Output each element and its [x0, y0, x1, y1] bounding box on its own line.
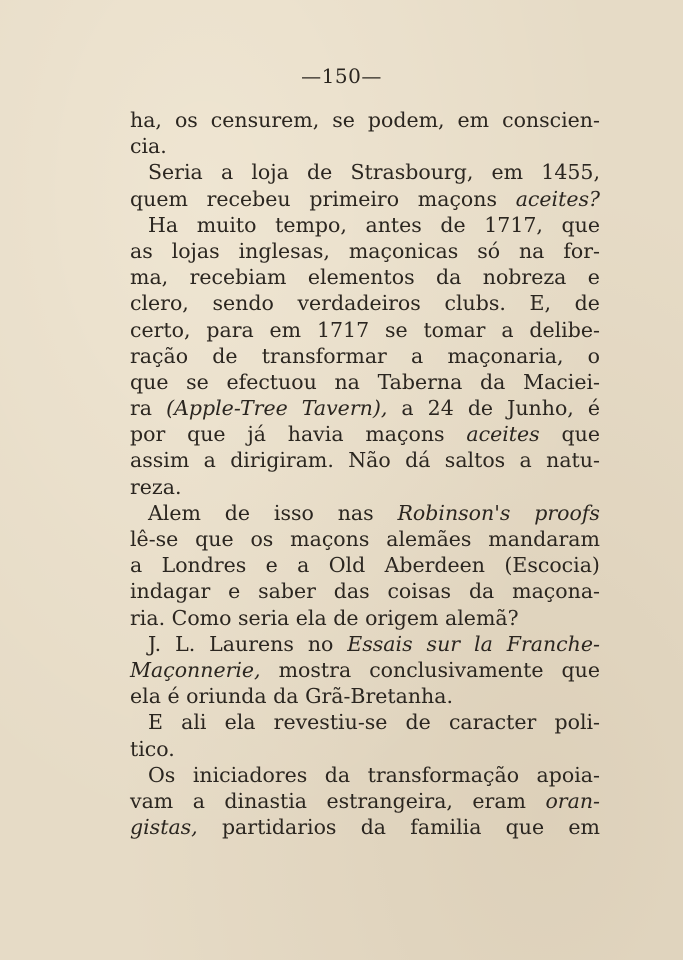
word: dirigiram. [230, 448, 334, 473]
text-line [130, 814, 600, 840]
word: partidarios [221, 815, 337, 840]
text-line [130, 762, 600, 788]
word: na [334, 369, 360, 394]
word: 1717 [316, 317, 370, 342]
word: apoia- [536, 762, 600, 787]
word: isso [273, 500, 314, 525]
word: em [568, 815, 600, 840]
word: a [220, 160, 234, 185]
word: de [307, 160, 333, 185]
word: assim [130, 448, 190, 473]
word: for- [563, 238, 600, 263]
word: 24 [427, 396, 454, 421]
word: só [477, 238, 501, 263]
word: e [265, 553, 278, 578]
word: E, [529, 291, 552, 316]
word: a [297, 553, 310, 578]
word: maçona- [512, 579, 600, 604]
word: muito [196, 212, 257, 237]
word: a [519, 448, 532, 473]
word: dá [405, 448, 431, 473]
word: da [468, 579, 495, 604]
word: Ha [148, 212, 179, 237]
text-line [130, 290, 600, 316]
word: que [195, 527, 234, 551]
word: Os [148, 762, 176, 787]
word: ração [130, 343, 189, 368]
word: que [505, 815, 545, 840]
word: caracter [448, 710, 537, 735]
text-line [130, 317, 600, 343]
page-number: —150— [301, 64, 382, 88]
word: delibe- [529, 317, 600, 342]
word: na [518, 238, 545, 263]
word: aceites? [515, 186, 600, 211]
text-line [130, 631, 600, 657]
word: de [467, 396, 494, 421]
word: iniciadores [192, 762, 308, 787]
word: e [587, 265, 600, 290]
word: da [273, 684, 299, 709]
word: ha, [130, 108, 162, 132]
word: podem, [367, 108, 445, 132]
word: maçons [417, 186, 497, 211]
word: clero, [130, 291, 189, 316]
word: quem [130, 186, 188, 211]
word: a [130, 553, 143, 578]
word: Laurens [209, 631, 294, 656]
text-line [130, 343, 600, 369]
word: ria. [130, 605, 166, 630]
word: eram [472, 788, 526, 813]
text-line [130, 605, 600, 631]
word: E [148, 710, 163, 735]
word: primeiro [309, 186, 400, 211]
word: elementos [307, 265, 415, 290]
word: Old [328, 553, 366, 578]
word: cia. [130, 134, 167, 159]
word: se [332, 108, 355, 132]
word: para [206, 317, 254, 342]
word: saltos [444, 448, 506, 473]
word: efectuou [226, 369, 317, 394]
word: em [491, 160, 524, 185]
word: maçonicas [348, 238, 459, 263]
word: revestiu-se [273, 710, 388, 735]
word: aceites [466, 422, 540, 447]
word: os [174, 108, 198, 132]
word: que [130, 369, 169, 394]
text-line [130, 526, 600, 552]
word: mostra [278, 657, 352, 682]
word: proofs [534, 500, 600, 525]
word: e [228, 579, 241, 604]
word: Seria [148, 160, 203, 185]
word: é [167, 684, 180, 709]
text-line [130, 159, 600, 185]
word: Strasbourg, [350, 160, 474, 185]
body-text [130, 107, 600, 840]
word: gistas, [130, 815, 198, 840]
text-line [130, 683, 600, 709]
text-line [130, 500, 600, 526]
word: é [587, 396, 600, 421]
word: da [360, 815, 387, 840]
word: inglesas, [238, 238, 330, 263]
word: ela [130, 684, 161, 709]
word: 1455, [541, 160, 600, 185]
word: Londres [161, 553, 247, 578]
word: transformar [261, 343, 387, 368]
word: havia [287, 422, 344, 447]
word: por [130, 422, 166, 447]
word: nobreza [482, 265, 567, 290]
word: L. [175, 631, 196, 656]
word: conscien- [502, 108, 600, 132]
word: alemães [386, 527, 472, 551]
word: sur [426, 631, 461, 656]
word: J. [148, 631, 162, 656]
word: ra [130, 396, 153, 421]
text-line [130, 447, 600, 473]
word: Tavern), [301, 396, 388, 421]
text-line [130, 186, 600, 212]
text-line [130, 736, 600, 762]
word: ma, [130, 265, 169, 290]
text-line [130, 264, 600, 290]
word: censurem, [210, 108, 320, 132]
word: coisas [387, 579, 452, 604]
word: indagar [130, 579, 211, 604]
word: maçons [365, 422, 445, 447]
word: se [186, 369, 209, 394]
word: estrangeira, [326, 788, 453, 813]
word: sendo [212, 291, 274, 316]
text-line [130, 395, 600, 421]
word: oriunda [186, 684, 267, 709]
word: Taberna [377, 369, 463, 394]
text-line [130, 788, 600, 814]
word: natu- [546, 448, 600, 473]
word: o [587, 343, 600, 368]
word: maçons [290, 527, 370, 551]
word: seria [238, 605, 290, 630]
word: de [333, 605, 359, 630]
word: que [561, 212, 600, 237]
word: ela [224, 710, 256, 735]
text-line [130, 421, 600, 447]
word: tomar [423, 317, 486, 342]
word: recebeu [206, 186, 291, 211]
word: da [324, 762, 351, 787]
word: ali [181, 710, 207, 735]
word: Alem [148, 500, 201, 525]
word: da [436, 265, 462, 290]
word: de [440, 212, 466, 237]
word: mandaram [488, 527, 600, 551]
word: as [130, 238, 153, 263]
word: (Escocia) [504, 553, 600, 578]
text-line [130, 474, 600, 500]
word: reza. [130, 474, 182, 499]
word: transformação [367, 762, 520, 787]
word: origem [365, 605, 439, 630]
word: ela [295, 605, 327, 630]
word: em [269, 317, 302, 342]
word: Não [348, 448, 391, 473]
word: de [574, 291, 600, 316]
text-line [130, 552, 600, 578]
word: a [192, 788, 205, 813]
word: maçonaria, [447, 343, 564, 368]
word: que [187, 422, 226, 447]
word: Robinson's [397, 500, 511, 525]
word: tico. [130, 736, 175, 761]
text-line [130, 369, 600, 395]
word: Maciei- [523, 369, 600, 394]
word: que [561, 422, 600, 447]
word: recebiam [189, 265, 287, 290]
word: a [401, 396, 414, 421]
word: Junho, [507, 396, 574, 421]
word: oran- [545, 788, 600, 813]
word: lojas [171, 238, 220, 263]
word: em [457, 108, 490, 132]
word: se [384, 317, 408, 342]
word: clubs. [444, 291, 506, 316]
word: familia [410, 815, 482, 840]
word: Franche- [506, 631, 600, 656]
word: verdadeiros [297, 291, 421, 316]
word: poli- [554, 710, 600, 735]
word: de [405, 710, 431, 735]
word: Maçonnerie, [130, 657, 261, 682]
word: saber [258, 579, 316, 604]
word: a [203, 448, 216, 473]
text-line [130, 107, 600, 133]
word: loja [251, 160, 289, 185]
word: da [480, 369, 506, 394]
word: das [333, 579, 370, 604]
word: que [561, 657, 600, 682]
text-line [130, 578, 600, 604]
text-line [130, 238, 600, 264]
word: de [224, 500, 251, 525]
word: lê-se [130, 527, 179, 551]
word: conclusivamente [369, 657, 544, 682]
word: já [247, 422, 266, 447]
word: a [501, 317, 514, 342]
word: nas [337, 500, 374, 525]
word: Essais [347, 631, 413, 656]
word: a [411, 343, 424, 368]
text-line [130, 709, 600, 735]
word: Aberdeen [384, 553, 486, 578]
word: os [250, 527, 274, 551]
word: certo, [130, 317, 191, 342]
word: Como [171, 605, 232, 630]
word: tempo, [275, 212, 347, 237]
word: vam [130, 788, 174, 813]
word: de [212, 343, 238, 368]
word: (Apple-Tree [166, 396, 288, 421]
word: no [307, 631, 334, 656]
word: la [474, 631, 493, 656]
word: dinastia [224, 788, 308, 813]
text-line [130, 657, 600, 683]
word: 1717, [484, 212, 543, 237]
word: antes [365, 212, 422, 237]
text-line [130, 133, 600, 159]
word: alemã? [445, 605, 519, 630]
word: Grã-Bretanha. [305, 684, 453, 709]
text-line [130, 212, 600, 238]
